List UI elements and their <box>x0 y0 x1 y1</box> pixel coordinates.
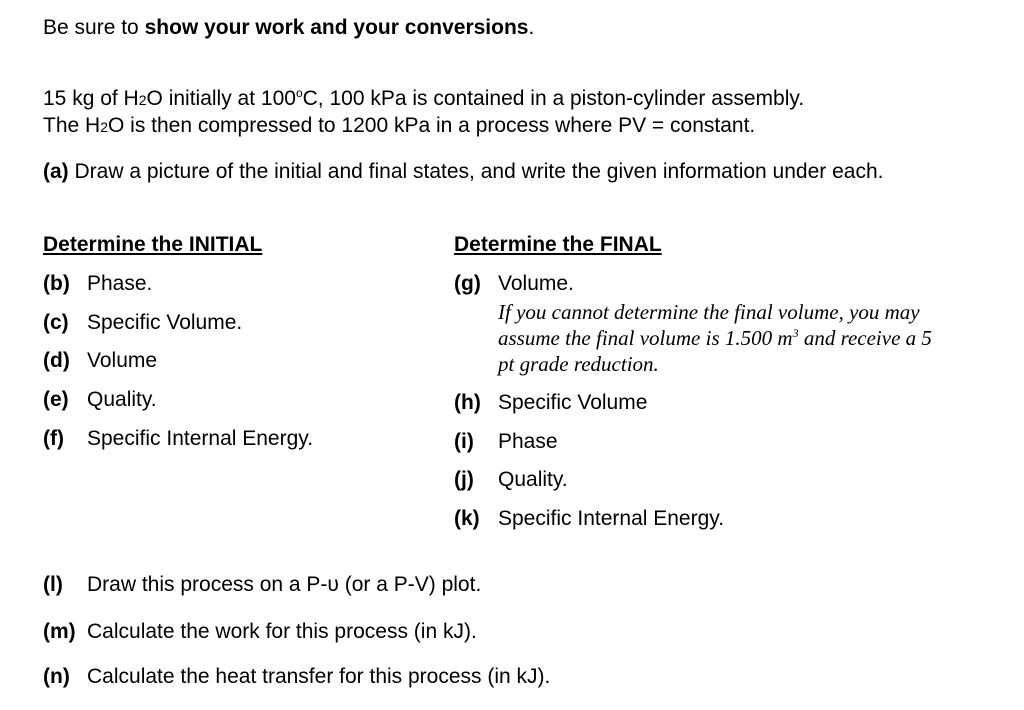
item-label: (g) <box>454 272 481 295</box>
initial-item-c <box>43 310 242 336</box>
problem-statement <box>43 86 1003 140</box>
item-label: (k) <box>454 507 480 530</box>
item-text: Specific Internal Energy. <box>498 507 725 530</box>
final-item-i <box>454 429 558 455</box>
subscript: 2 <box>138 92 147 108</box>
final-volume-note <box>498 299 938 377</box>
instructions-suffix: . <box>528 16 535 39</box>
item-text: Calculate the heat transfer for this process (in kJ). <box>87 665 551 688</box>
item-text: Phase <box>498 430 558 453</box>
instructions <box>43 15 534 41</box>
note-superscript: 3 <box>792 326 799 340</box>
initial-item-b <box>43 271 152 297</box>
item-label: (n) <box>43 665 70 688</box>
final-heading: Determine the FINAL <box>454 233 662 256</box>
item-label: (e) <box>43 388 69 411</box>
item-text: Volume <box>87 349 158 372</box>
item-label: (m) <box>43 620 76 643</box>
item-text: Quality. <box>87 388 157 411</box>
instructions-prefix: Be sure to <box>43 16 145 39</box>
item-label: (c) <box>43 311 69 334</box>
final-item-h <box>454 390 647 416</box>
item-label: (b) <box>43 272 70 295</box>
part-a-label: (a) <box>43 160 69 183</box>
item-text: Calculate the work for this process (in kJ). <box>87 620 477 643</box>
final-item-k <box>454 506 724 532</box>
problem-text: The H <box>43 114 101 137</box>
problem-text: 15 kg of H <box>43 87 139 110</box>
item-text: Quality. <box>498 468 568 491</box>
part-m <box>43 619 477 645</box>
problem-line-2 <box>43 113 1003 140</box>
note-text: If you cannot determine the final volume, you may assume the final volume is 1.500 m <box>498 300 920 350</box>
item-text: Specific Volume <box>498 391 648 414</box>
note-text: and receive a 5 pt grade reduction. <box>498 326 932 376</box>
final-item-g <box>454 271 574 297</box>
initial-heading: Determine the INITIAL <box>43 233 263 256</box>
item-text: Specific Volume. <box>87 311 243 334</box>
part-a <box>43 159 933 185</box>
item-label: (j) <box>454 468 474 491</box>
problem-text: C, 100 kPa is contained in a piston-cylinder assembly. <box>302 87 805 110</box>
item-text: Volume. <box>498 272 574 295</box>
part-n <box>43 664 550 690</box>
item-text: Specific Internal Energy. <box>87 427 314 450</box>
item-label: (d) <box>43 349 70 372</box>
item-label: (f) <box>43 427 64 450</box>
problem-text: O initially at 100 <box>146 87 296 110</box>
final-item-j <box>454 467 568 493</box>
item-label: (i) <box>454 430 474 453</box>
initial-item-d <box>43 348 157 374</box>
item-text: Draw this process on a P-υ (or a P-V) plot. <box>87 573 482 596</box>
part-l <box>43 572 481 598</box>
superscript: o <box>295 86 303 100</box>
item-label: (l) <box>43 573 63 596</box>
problem-line-1 <box>43 86 1003 113</box>
item-label: (h) <box>454 391 481 414</box>
item-text: Phase. <box>87 272 153 295</box>
problem-text: O is then compressed to 1200 kPa in a process where PV = constant. <box>107 114 756 137</box>
initial-item-e <box>43 387 157 413</box>
initial-item-f <box>43 426 313 452</box>
subscript: 2 <box>100 119 108 135</box>
part-a-text: Draw a picture of the initial and final states, and write the given information under each. <box>74 160 884 183</box>
instructions-bold: show your work and your conversions <box>144 16 529 39</box>
